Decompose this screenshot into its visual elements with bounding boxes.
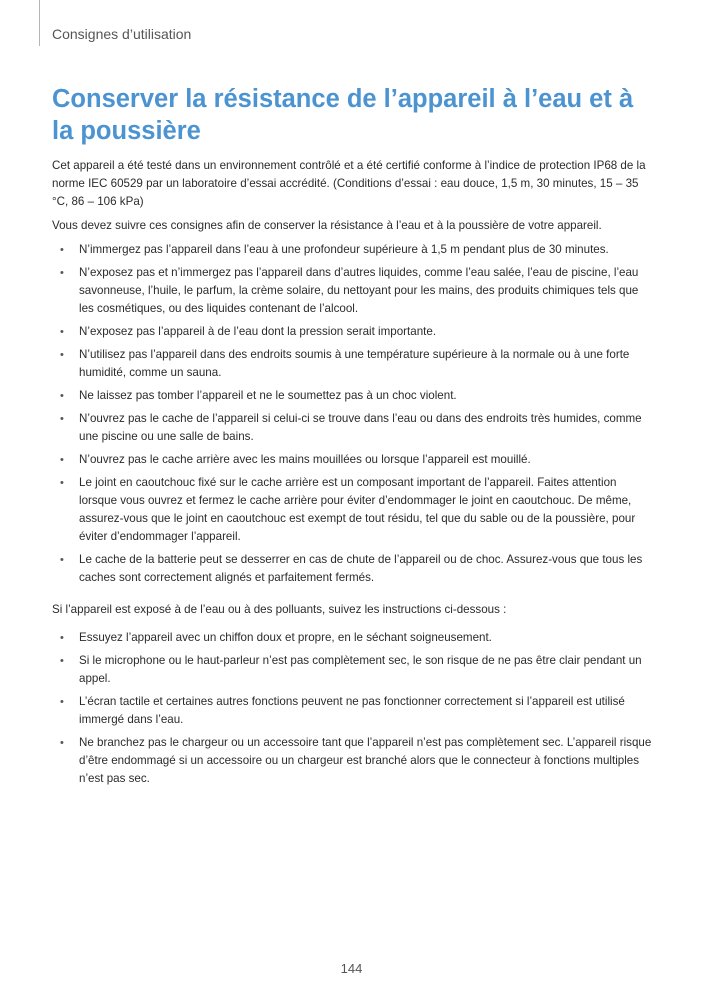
- precautions-list: [52, 241, 652, 587]
- list-item: [52, 474, 652, 546]
- list-item-text: N’exposez pas l’appareil à de l’eau dont la pression serait importante.: [79, 325, 437, 338]
- list-item-text: N’exposez pas et n’immergez pas l’appareil dans d’autres liquides, comme l’eau salée, l’eau de piscine, l’eau savonneuse, l’huile, le parfum, la crème solaire, du nettoyant pour les mains, des produits chimiques tels que les cosmétiques, ou des liquides contenant de l’alcool.: [79, 266, 639, 315]
- list-item-text: N’immergez pas l’appareil dans l’eau à une profondeur supérieure à 1,5 m pendant plus de 30 minutes.: [79, 243, 609, 256]
- list-item-text: N’ouvrez pas le cache de l’appareil si celui-ci se trouve dans l’eau ou dans des endroits très humides, comme une piscine ou une salle de bains.: [79, 412, 642, 443]
- bullet-icon: •: [60, 267, 64, 279]
- bullet-icon: •: [60, 349, 64, 361]
- list-item: [52, 652, 652, 688]
- list-item: [52, 241, 652, 259]
- list-item: [52, 346, 652, 382]
- list-item-text: L’écran tactile et certaines autres fonctions peuvent ne pas fonctionner correctement si l’appareil est utilisé immergé dans l’eau.: [79, 695, 625, 726]
- list-item-text: Si le microphone ou le haut-parleur n’est pas complètement sec, le son risque de ne pas être clair pendant un appel.: [79, 654, 642, 685]
- instructions-paragraph: Vous devez suivre ces consignes afin de conserver la résistance à l’eau et à la poussière de votre appareil.: [52, 219, 602, 232]
- list-item: [52, 451, 652, 469]
- list-item: [52, 323, 652, 341]
- header-rule: [39, 0, 40, 46]
- bullet-icon: •: [60, 632, 64, 644]
- list-item: [52, 629, 652, 647]
- list-item-text: Le joint en caoutchouc fixé sur le cache arrière est un composant important de l’appareil. Faites attention lorsque vous ouvrez et fermez le cache arrière pour éviter d’endommager le joint en caoutchouc. De même, assurez-vous que le joint en caoutchouc est exempt de tout résidu, tel que du sable ou de la poussière, pour éviter d’endommager l’appareil.: [79, 476, 636, 543]
- bullet-icon: •: [60, 477, 64, 489]
- bullet-icon: •: [60, 454, 64, 466]
- list-item-text: Le cache de la batterie peut se desserrer en cas de chute de l’appareil ou de choc. Assurez-vous que tous les caches sont correctement alignés et parfaitement fermés.: [79, 553, 643, 584]
- page-number: 144: [340, 961, 363, 976]
- list-item-text: Essuyez l’appareil avec un chiffon doux et propre, en le séchant soigneusement.: [79, 631, 492, 644]
- bullet-icon: •: [60, 390, 64, 402]
- list-item: [52, 410, 652, 446]
- bullet-icon: •: [60, 244, 64, 256]
- content: [52, 157, 652, 798]
- page-title: Conserver la résistance de l’appareil à l’eau et à la poussière: [52, 85, 634, 145]
- list-item: [52, 734, 652, 788]
- exposure-list: [52, 629, 652, 788]
- section-header: Consignes d’utilisation: [52, 26, 192, 42]
- bullet-icon: •: [60, 655, 64, 667]
- intro-paragraph: Cet appareil a été testé dans un environnement contrôlé et a été certifié conforme à l’indice de protection IP68 de la norme IEC 60529 par un laboratoire d’essai accrédité. (Conditions d’essai : eau douce, 1,5 m, 30 minutes, 15 – 35 °C, 86 – 106 kPa): [52, 159, 646, 208]
- list-item-text: Ne branchez pas le chargeur ou un accessoire tant que l’appareil n’est pas complètement sec. L’appareil risque d’être endommagé si un accessoire ou un chargeur est branché alors que le connecteur à fonctions multiples n’est pas sec.: [79, 736, 652, 785]
- list-item-text: N’ouvrez pas le cache arrière avec les mains mouillées ou lorsque l’appareil est mouillé.: [79, 453, 531, 466]
- bullet-icon: •: [60, 737, 64, 749]
- exposure-paragraph: Si l’appareil est exposé à de l’eau ou à des polluants, suivez les instructions ci-dessous :: [52, 603, 507, 616]
- bullet-icon: •: [60, 413, 64, 425]
- bullet-icon: •: [60, 554, 64, 566]
- list-item-text: Ne laissez pas tomber l’appareil et ne le soumettez pas à un choc violent.: [79, 389, 457, 402]
- list-item: [52, 693, 652, 729]
- list-item-text: N’utilisez pas l’appareil dans des endroits soumis à une température supérieure à la normale ou à une forte humidité, comme un sauna.: [79, 348, 630, 379]
- list-item: [52, 387, 652, 405]
- bullet-icon: •: [60, 326, 64, 338]
- bullet-icon: •: [60, 696, 64, 708]
- list-item: [52, 551, 652, 587]
- list-item: [52, 264, 652, 318]
